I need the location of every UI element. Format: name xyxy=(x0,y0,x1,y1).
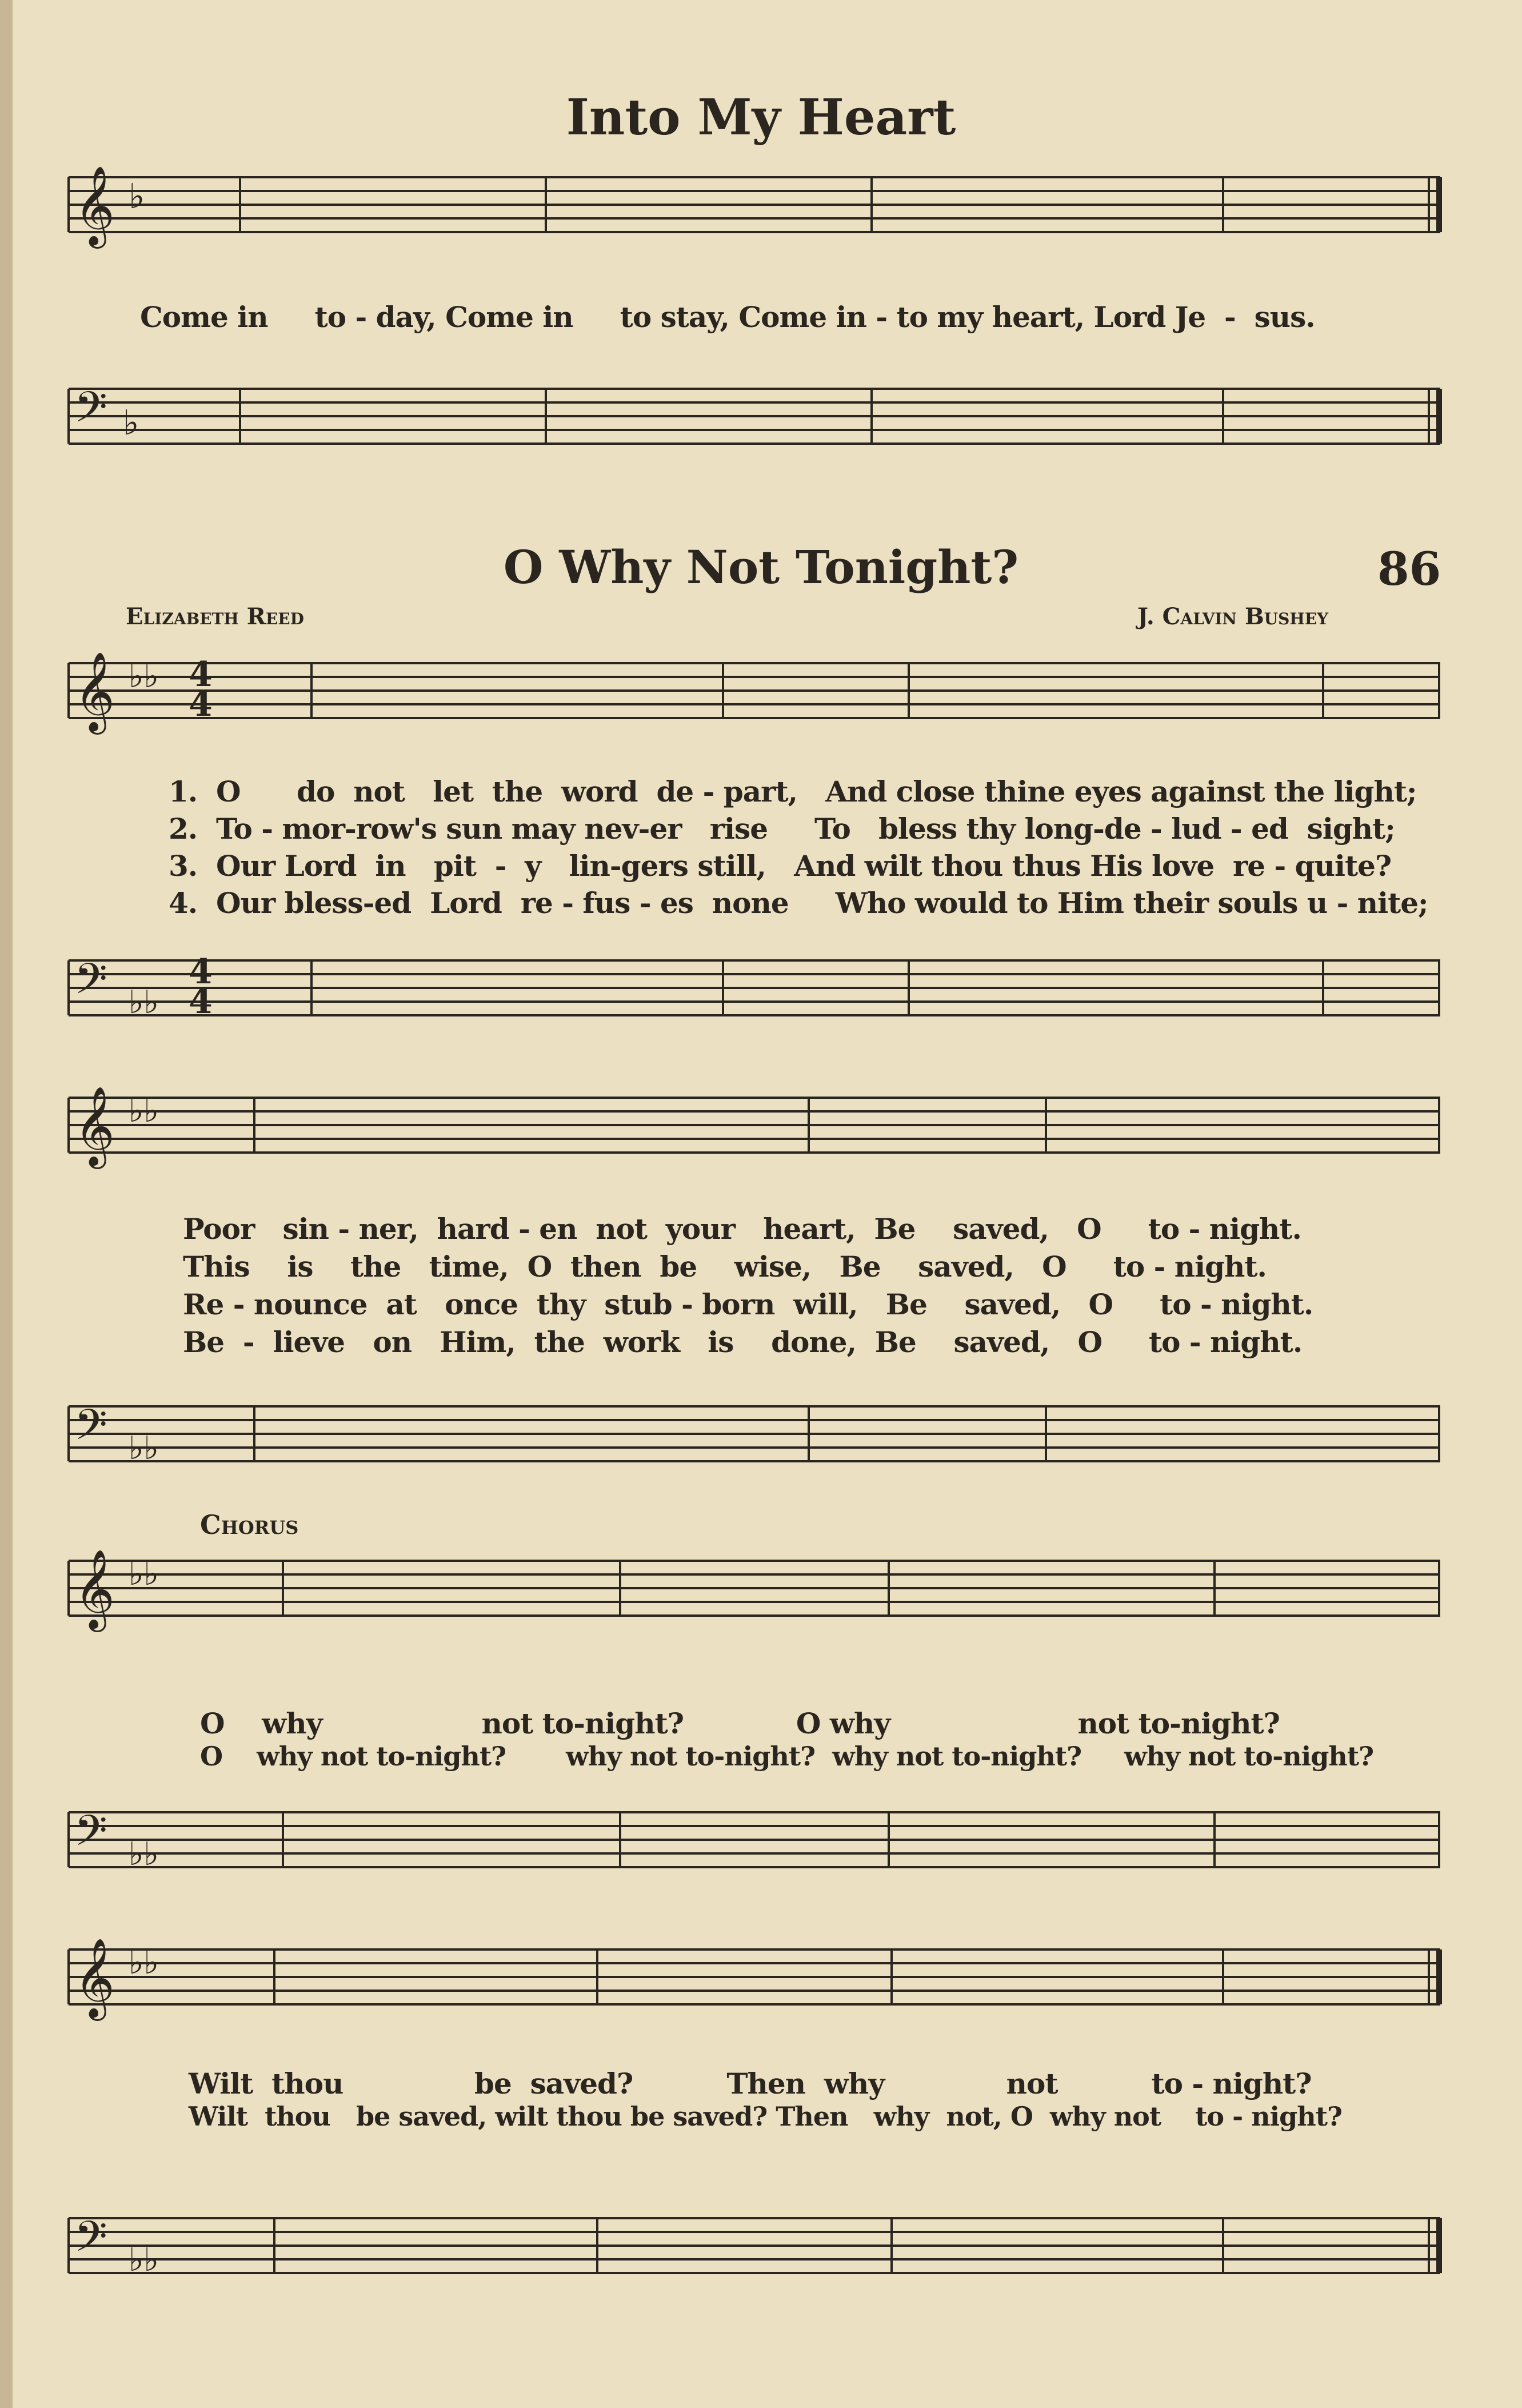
svg-text:♭♭: ♭♭ xyxy=(129,1836,159,1873)
chorus-lyric-line: Wilt thou be saved, wilt thou be saved? Then why not, O why not to - night? xyxy=(189,2101,1342,2132)
verse-lyric-line: 1. O do not let the word de - part, And close thine eyes against the light; xyxy=(169,775,1417,808)
svg-text:4: 4 xyxy=(189,655,213,695)
svg-text:𝄞: 𝄞 xyxy=(74,1086,115,1166)
svg-text:♭: ♭ xyxy=(129,177,145,217)
bass-staff-chorus-2 xyxy=(0,2207,1522,2321)
treble-staff-chorus-1 xyxy=(0,1549,1522,1664)
lyric-line: Come in to - day, Come in to stay, Come in - to my heart, Lord Je - sus. xyxy=(140,300,1315,334)
treble-staff-chorus-2 xyxy=(0,1938,1522,2052)
svg-text:𝄢: 𝄢 xyxy=(74,1400,107,1460)
chorus-label: Chorus xyxy=(200,1509,299,1540)
verse-lyric-line: 2. To - mor-row's sun may nev-er rise To bless thy long-de - lud - ed sight; xyxy=(169,812,1395,846)
svg-text:♭: ♭ xyxy=(123,403,139,443)
verse-lyric-line: Be - lieve on Him, the work is done, Be saved, O to - night. xyxy=(183,1325,1303,1359)
hymn-number: 86 xyxy=(1377,542,1441,596)
svg-text:𝄞: 𝄞 xyxy=(74,1549,115,1629)
verse-lyric-line: 4. Our bless-ed Lord re - fus - es none Who would to Him their souls u - nite; xyxy=(169,886,1428,920)
svg-text:♭♭: ♭♭ xyxy=(129,1944,159,1982)
verse-lyric-line: Re - nounce at once thy stub - born will, Be saved, O to - night. xyxy=(183,1287,1313,1321)
svg-text:𝄢: 𝄢 xyxy=(74,2212,107,2272)
svg-text:𝄢: 𝄢 xyxy=(74,954,107,1014)
chorus-lyric-line: O why not to-night? why not to-night? why not to-night? why not to-night? xyxy=(200,1741,1374,1772)
verse-lyric-line: This is the time, O then be wise, Be saved, O to - night. xyxy=(183,1250,1267,1283)
hymn-title-o-why-not-tonight: O Why Not Tonight? xyxy=(503,540,1019,594)
svg-text:𝄞: 𝄞 xyxy=(74,652,115,731)
svg-text:♭♭: ♭♭ xyxy=(129,1430,159,1467)
hymn-title-into-my-heart: Into My Heart xyxy=(566,89,956,146)
treble-staff-system-1 xyxy=(0,652,1522,766)
svg-text:𝄢: 𝄢 xyxy=(74,1806,107,1866)
svg-text:𝄞: 𝄞 xyxy=(74,1938,115,2018)
chorus-lyric-line: O why not to-night? O why not to-night? xyxy=(200,1707,1280,1740)
treble-staff-system-2 xyxy=(0,1086,1522,1201)
svg-text:♭♭: ♭♭ xyxy=(129,1556,159,1593)
svg-text:♭♭: ♭♭ xyxy=(129,2242,159,2279)
music-credit: J. Calvin Bushey xyxy=(1137,603,1329,630)
chorus-lyric-line: Wilt thou be saved? Then why not to - night? xyxy=(189,2067,1312,2100)
words-credit: Elizabeth Reed xyxy=(126,603,304,630)
bass-staff-system-1 xyxy=(0,949,1522,1063)
svg-text:4: 4 xyxy=(189,982,213,1022)
bass-staff-into-my-heart xyxy=(0,377,1522,492)
svg-text:♭♭: ♭♭ xyxy=(129,658,159,695)
verse-lyric-line: 3. Our Lord in pit - y lin-gers still, And wilt thou thus His love re - quite? xyxy=(169,849,1392,883)
verse-lyric-line: Poor sin - ner, hard - en not your heart, Be saved, O to - night. xyxy=(183,1212,1301,1246)
bass-staff-chorus-1 xyxy=(0,1801,1522,1915)
svg-text:𝄢: 𝄢 xyxy=(74,382,107,442)
svg-text:♭♭: ♭♭ xyxy=(129,984,159,1021)
svg-text:4: 4 xyxy=(189,684,213,724)
svg-text:𝄞: 𝄞 xyxy=(74,166,115,245)
bass-staff-system-2 xyxy=(0,1395,1522,1509)
svg-text:4: 4 xyxy=(189,952,213,992)
svg-text:♭♭: ♭♭ xyxy=(129,1093,159,1130)
